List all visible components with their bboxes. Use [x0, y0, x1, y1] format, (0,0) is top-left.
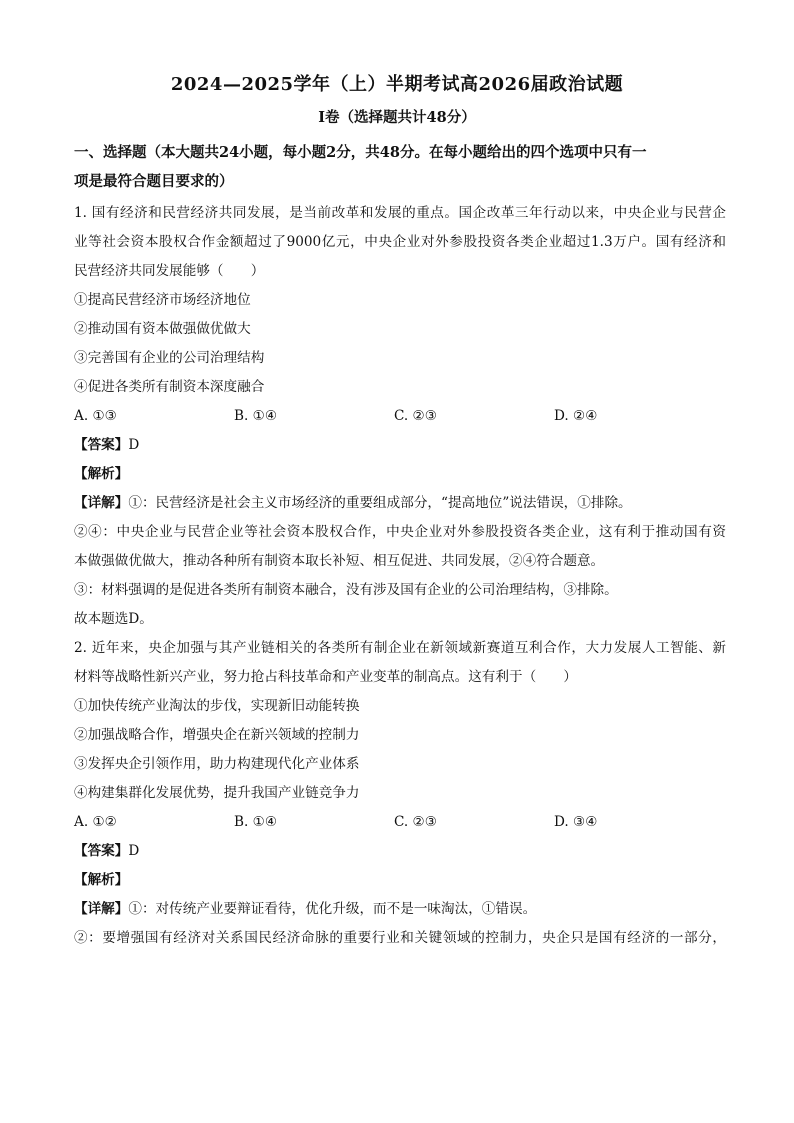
choice-item: ④构建集群化发展优势，提升我国产业链竞争力	[74, 785, 360, 801]
option-c: C. ②③	[394, 408, 437, 424]
choice-item: ③完善国有企业的公司治理结构	[74, 350, 265, 366]
detail-text: ①：对传统产业要辩证看待，优化升级，而不是一味淘汰，①错误。	[128, 901, 537, 917]
question-2	[74, 634, 726, 953]
choice-item: ①提高民营经济市场经济地位	[74, 292, 251, 308]
section-heading	[74, 138, 726, 196]
detail-tag: 【详解】	[74, 495, 129, 511]
section-heading-line: 项是最符合题目要求的）	[74, 173, 234, 190]
detail-line: ②：要增强国有经济对关系国民经济命脉的重要行业和关键领域的控制力，央企只是国有经济的一部分，	[74, 930, 726, 946]
detail-line	[74, 489, 726, 518]
answer-tag: 【答案】	[74, 843, 129, 859]
choice-item: ②推动国有资本做强做优做大	[74, 321, 251, 337]
analysis-tag: 【解析】	[74, 466, 129, 482]
choice-item: ①加快传统产业淘汰的步伐，实现新旧动能转换	[74, 698, 360, 714]
detail-line: 故本题选D。	[74, 611, 153, 627]
option-a: A. ①③	[74, 408, 117, 424]
option-c: C. ②③	[394, 814, 437, 830]
question-stem-line: 1. 国有经济和民营经济共同发展，是当前改革和发展的重点。国企改革三年行动以来，中央企业与民营企	[74, 205, 726, 221]
answer-line	[74, 837, 726, 866]
question-stem-line: 业等社会资本股权合作金额超过了9000亿元，中央企业对外参股投资各类企业超过1.3万户。国有经济和	[74, 234, 726, 250]
option-a: A. ①②	[74, 814, 117, 830]
question-stem-line: 2. 近年来，央企加强与其产业链相关的各类所有制企业在新领域新赛道互利合作，大力发展人工智能、新	[74, 640, 726, 656]
answer-value: D	[128, 437, 140, 453]
detail-line	[74, 895, 726, 924]
choice-item: ③发挥央企引领作用，助力构建现代化产业体系	[74, 756, 360, 772]
exam-subtitle: Ⅰ卷（选择题共计48分）	[318, 109, 476, 126]
option-d: D. ③④	[554, 814, 598, 830]
answer-tag: 【答案】	[74, 437, 129, 453]
question-content	[74, 199, 726, 953]
detail-tag: 【详解】	[74, 901, 129, 917]
exam-title: 2024—2025学年（上）半期考试高2026届政治试题	[170, 74, 624, 95]
answer-options	[74, 402, 726, 431]
answer-options	[74, 808, 726, 837]
option-b: B. ①④	[234, 408, 278, 424]
option-b: B. ①④	[234, 814, 278, 830]
section-heading-line: 一、选择题（本大题共24小题，每小题2分，共48分。在每小题给出的四个选项中只有一	[74, 144, 647, 161]
question-stem-line: 民营经济共同发展能够（ ）	[74, 263, 265, 279]
detail-text: ①：民营经济是社会主义市场经济的重要组成部分，“提高地位”说法错误，①排除。	[128, 495, 632, 511]
question-1	[74, 199, 726, 634]
answer-line	[74, 431, 726, 460]
detail-line: ③：材料强调的是促进各类所有制资本融合，没有涉及国有企业的公司治理结构，③排除。	[74, 582, 618, 598]
question-stem-line: 材料等战略性新兴产业，努力抢占科技革命和产业变革的制高点。这有利于（ ）	[74, 669, 577, 685]
analysis-tag: 【解析】	[74, 872, 129, 888]
choice-item: ②加强战略合作，增强央企在新兴领域的控制力	[74, 727, 360, 743]
detail-line: ②④：中央企业与民营企业等社会资本股权合作，中央企业对外参股投资各类企业，这有利于推动国有资	[74, 524, 726, 540]
answer-value: D	[128, 843, 140, 859]
option-d: D. ②④	[554, 408, 598, 424]
choice-item: ④促进各类所有制资本深度融合	[74, 379, 265, 395]
detail-line: 本做强做优做大，推动各种所有制资本取长补短、相互促进、共同发展，②④符合题意。	[74, 553, 605, 569]
